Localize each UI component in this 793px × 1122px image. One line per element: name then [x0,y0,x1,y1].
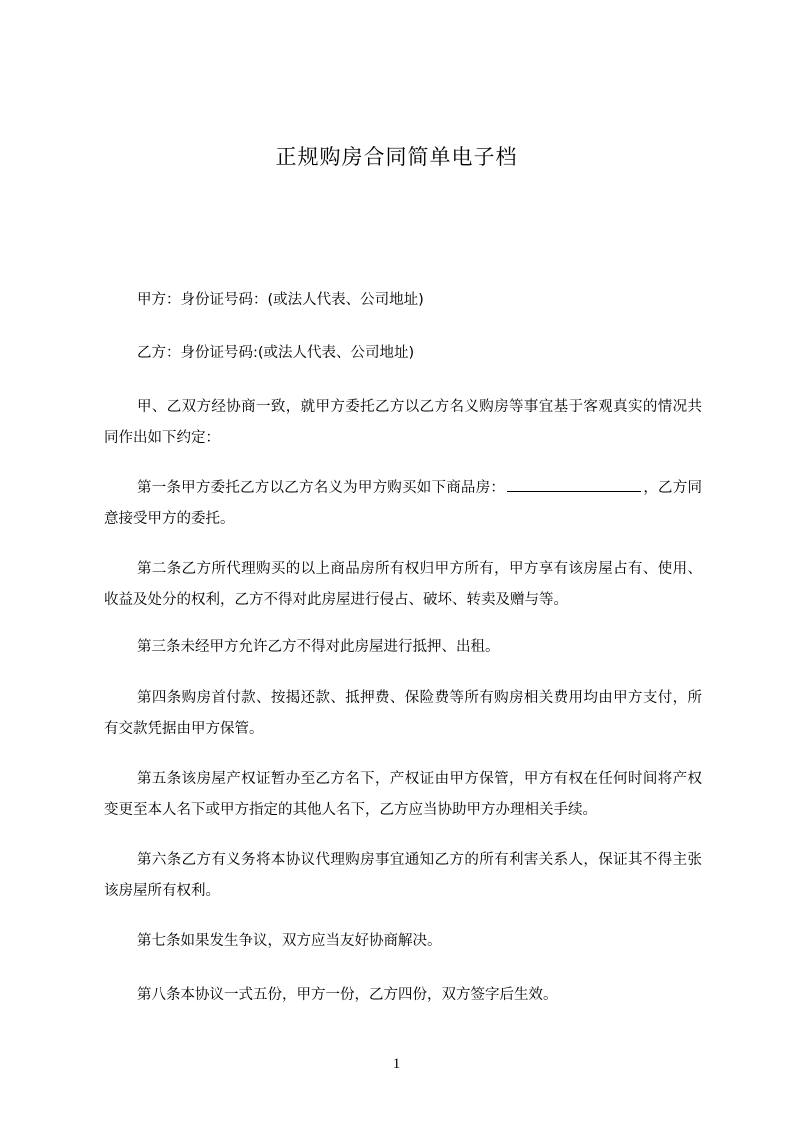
article-8: 第八条本协议一式五份，甲方一份，乙方四份，双方签字后生效。 [137,987,558,1003]
page-number: 1 [392,1056,401,1072]
article-2: 第二条乙方所代理购买的以上商品房所有权归甲方所有，甲方享有该房屋占有、使用、收益及处分的权利，乙方不得对此房屋进行侵占、破坏、转卖及赠与等。 [104,561,702,608]
party-a-line: 甲方：身份证号码：(或法人代表、公司地址) [137,292,424,308]
article-5: 第五条该房屋产权证暂办至乙方名下，产权证由甲方保管，甲方有权在任何时间将产权变更至本人名下或甲方指定的其他人名下，乙方应当协助甲方办理相关手续。 [104,771,702,818]
fill-in-blank-line [507,477,641,492]
article-6: 第六条乙方有义务将本协议代理购房事宜通知乙方的所有利害关系人，保证其不得主张该房屋所有权利。 [104,852,702,899]
article-1-text-before-blank: 第一条甲方委托乙方以乙方名义为甲方购买如下商品房： [137,480,506,496]
article-3: 第三条未经甲方允许乙方不得对此房屋进行抵押、出租。 [137,639,500,655]
article-4: 第四条购房首付款、按揭还款、抵押费、保险费等所有购房相关费用均由甲方支付，所有交款凭据由甲方保管。 [104,690,702,737]
party-b-line: 乙方：身份证号码:(或法人代表、公司地址) [137,345,415,361]
article-7: 第七条如果发生争议，双方应当友好协商解决。 [137,933,442,949]
document-title: 正规购房合同简单电子档 [275,145,518,169]
preamble-paragraph: 甲、乙双方经协商一致，就甲方委托乙方以乙方名义购房等事宜基于客观真实的情况共同作出如下约定： [104,399,702,446]
article-1-text-after-blank: ，乙方同意接受甲方的委托。 [104,480,703,527]
article-1 [104,473,702,535]
